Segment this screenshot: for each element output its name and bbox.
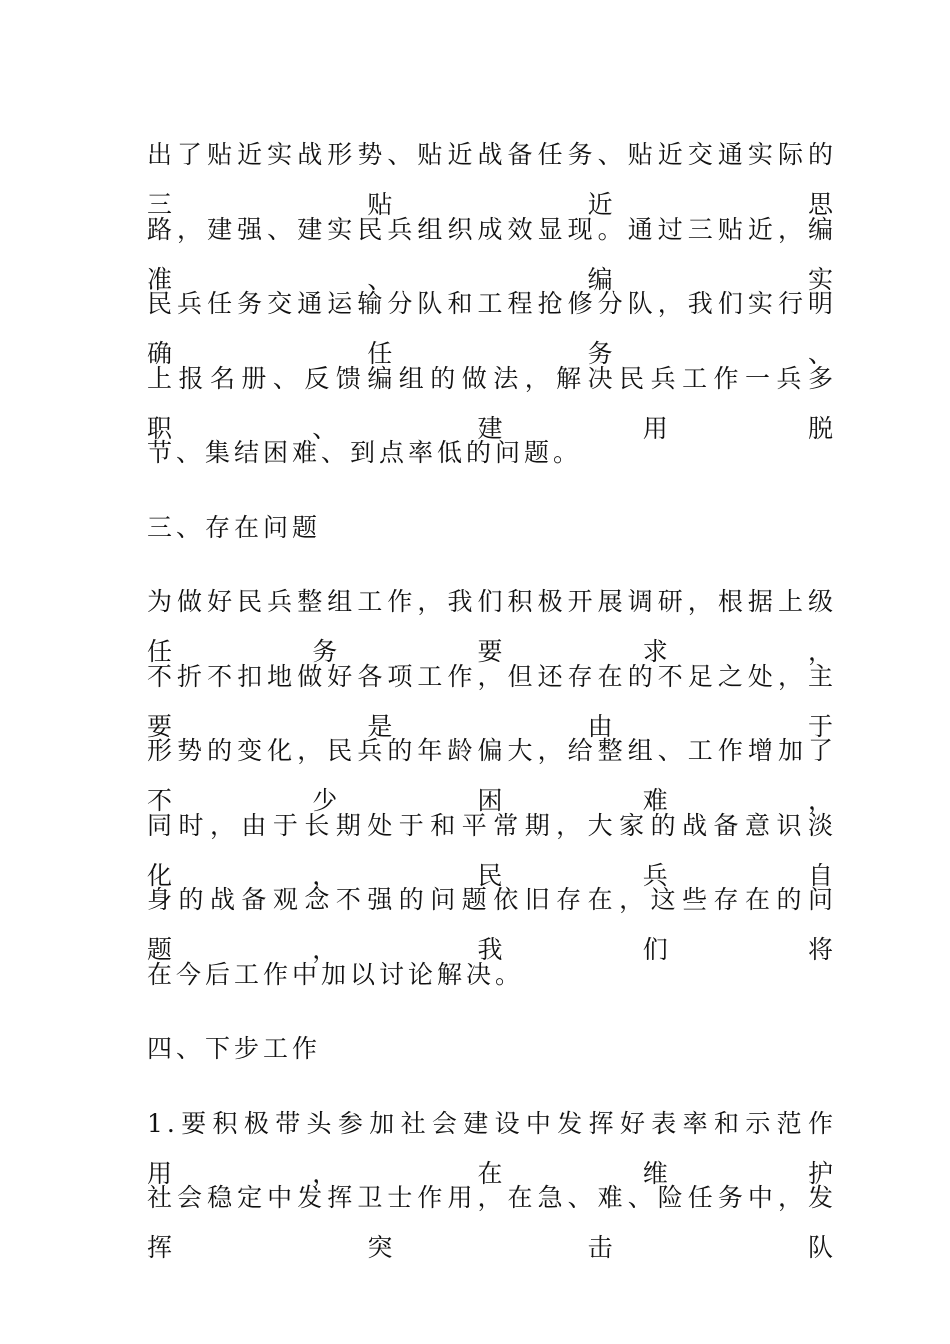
paragraph-line: 路，建强、建实民兵组织成效显现。通过三贴近，编准、编实 [147,214,837,294]
paragraph-line: 民兵任务交通运输分队和工程抢修分队，我们实行明确任务、 [147,289,837,368]
section-heading: 四、下步工作 [147,1034,322,1063]
paragraph-line: 同时，由于长期处于和平常期，大家的战备意识淡化，民兵自 [147,810,837,890]
paragraph-line: 身的战备观念不强的问题依旧存在，这些存在的问题，我们将 [147,885,837,964]
section-heading: 三、存在问题 [147,512,322,542]
paragraph-line: 1.要积极带头参加社会建设中发挥好表率和示范作用，在维护 [147,1108,837,1188]
paragraph-line: 为做好民兵整组工作，我们积极开展调研，根据上级任务要求， [147,587,837,666]
paragraph-line: 不折不扣地做好各项工作，但还存在的不足之处，主要是由于 [147,661,837,741]
paragraph-line: 节、集结困难、到点率低的问题。 [147,438,583,467]
paragraph-line: 形势的变化，民兵的年龄偏大，给整组、工作增加了不少困难， [147,736,837,815]
paragraph-line: 在今后工作中加以讨论解决。 [147,959,525,989]
paragraph-line: 出了贴近实战形势、贴近战备任务、贴近交通实际的三贴近思 [147,140,837,219]
paragraph-line: 上报名册、反馈编组的做法，解决民兵工作一兵多职、建用脱 [147,363,837,443]
paragraph-line: 社会稳定中发挥卫士作用，在急、难、险任务中，发挥突击队 [147,1183,837,1262]
document-body [147,130,837,1262]
